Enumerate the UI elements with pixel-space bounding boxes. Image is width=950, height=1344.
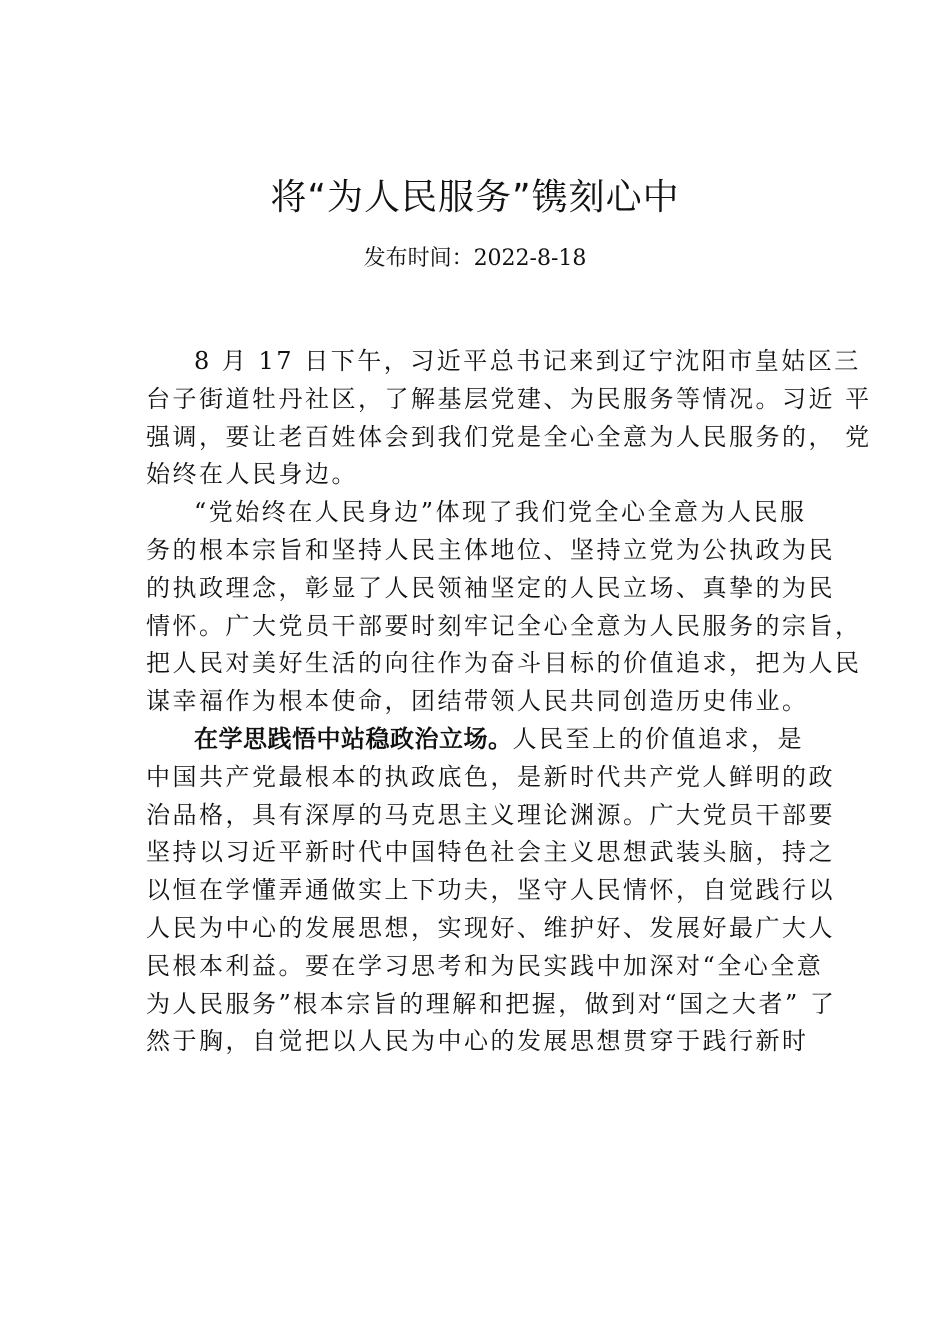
paragraph-text: 人民至上的价值追求，是 (512, 724, 804, 753)
paragraph-line: 情怀。广大党员干部要时刻牢记全心全意为人民服务的宗旨， (146, 611, 862, 640)
paragraph-line: 台子街道牡丹社区，了解基层党建、为民服务等情况。习近 平 (146, 384, 872, 413)
paragraph-line: 务的根本宗旨和坚持人民主体地位、坚持立党为公执政为民 (146, 535, 835, 564)
paragraph-line: 把人民对美好生活的向往作为奋斗目标的价值追求，把为人民 (146, 649, 862, 678)
paragraph-line: 强调，要让老百姓体会到我们党是全心全意为人民服务的， 党 (146, 422, 872, 451)
paragraph-line: “党始终在人民身边”体现了我们党全心全意为人民服 (194, 498, 807, 527)
paragraph-line: 坚持以习近平新时代中国特色社会主义思想武装头脑，持之 (146, 838, 835, 867)
article-body (146, 343, 872, 1061)
page-title: 将“为人民服务”镌刻心中 (270, 177, 680, 218)
paragraph-line: 民根本利益。要在学习思考和为民实践中加深对“全心全意 (146, 951, 824, 980)
paragraph-line: 8 月 17 日下午，习近平总书记来到辽宁沈阳市皇姑区三 (194, 347, 861, 375)
paragraph-line: 中国共产党最根本的执政底色，是新时代共产党人鲜明的政 (146, 762, 835, 791)
section-heading: 在学思践悟中站稳政治立场。 (194, 724, 513, 753)
paragraph-line: 然于胸，自觉把以人民为中心的发展思想贯穿于践行新时 (146, 1027, 809, 1056)
paragraph-line: 的执政理念，彰显了人民领袖坚定的人民立场、真挚的为民 (146, 573, 835, 602)
publish-date: 发布时间：2022-8-18 (363, 246, 587, 271)
paragraph-line: 始终在人民身边。 (146, 460, 358, 489)
paragraph-line: 以恒在学懂弄通做实上下功夫，坚守人民情怀，自觉践行以 (146, 876, 835, 905)
paragraph-line: 谋幸福作为根本使命，团结带领人民共同创造历史伟业。 (146, 687, 809, 716)
paragraph-line (146, 721, 836, 759)
paragraph-line: 人民为中心的发展思想，实现好、维护好、发展好最广大人 (146, 913, 835, 942)
paragraph-line: 为人民服务”根本宗旨的理解和把握，做到对“国之大者” 了 (146, 989, 837, 1018)
paragraph-line: 治品格，具有深厚的马克思主义理论渊源。广大党员干部要 (146, 800, 835, 829)
